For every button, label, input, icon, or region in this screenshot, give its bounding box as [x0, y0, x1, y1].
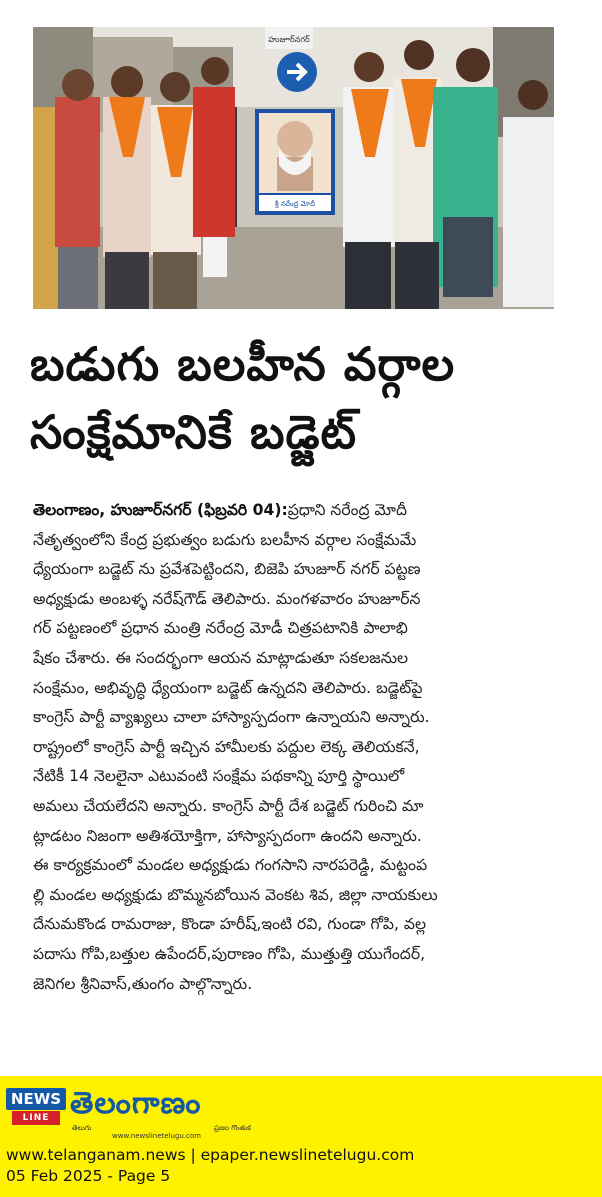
article-line: పదాసు గోపి,బత్తుల ఉపేందర్,పురాణం గోపి, ముత్తుత్తి యుగేందర్,: [33, 944, 426, 963]
article-line: [33, 496, 556, 526]
sign-text: హుజూర్‌నగర్: [268, 35, 310, 44]
logo-small-text: తెలుగు: [72, 1124, 92, 1132]
article-body: [33, 496, 556, 999]
article-line-text: ప్రధాని నరేంద్ర మోదీ: [287, 501, 407, 519]
dateline: తెలంగాణం, హుజూర్‌నగర్ (ఫిబ్రవరి 04):: [33, 501, 288, 519]
article-line: ధ్యేయంగా బడ్జెట్ ను ప్రవేశపెట్టిందని, బిజెపి హుజూర్ నగర్ పట్టణ: [33, 560, 421, 579]
footer-banner: [0, 1076, 602, 1197]
article-line: అమలు చేయలేదని అన్నారు. కాంగ్రెస్ పార్టీ దేశ బడ్జెట్ గురించి మా: [33, 796, 424, 815]
article-line: షేకం చేశారు. ఈ సందర్భంగా ఆయన మాట్లాడుతూ సకలజనుల: [33, 648, 409, 667]
article-line: నేటికీ 14 నెలలైనా ఎటువంటి సంక్షేమ పథకాన్ని పూర్తి స్థాయిలో: [33, 767, 405, 786]
headline-line-2: సంక్షేమానికే బడ్జెట్: [30, 405, 358, 459]
logo-news-text: NEWS: [6, 1088, 66, 1110]
logo-url: www.newslinetelugu.com: [112, 1132, 201, 1140]
newsline-logo[interactable]: [6, 1088, 68, 1128]
article-line: రాష్ట్రంలో కాంగ్రెస్ పార్టీ ఇచ్చిన హామీలకు పద్దుల లెక్క తెలియకనే,: [33, 737, 420, 756]
article-line: ట్లాడటం నిజంగా అతిశయోక్తిగా, హాస్యాస్పదంగా ఉందని అన్నారు.: [33, 826, 422, 845]
article-line: అధ్యక్షుడు అంబళ్ళ నరేష్‌గౌడ్ తెలిపారు. మంగళవారం హుజూర్‌న: [33, 589, 421, 608]
article-line: కాంగ్రెస్ పార్టీ వ్యాఖ్యలు చాలా హాస్యాస్పదంగా ఉన్నాయని అన్నారు.: [33, 708, 430, 727]
article-line: ల్లి మండల అధ్యక్షుడు బొమ్మనబోయిన వెంకట శివ, జిల్లా నాయకులు: [33, 885, 438, 904]
article-line: గర్ పట్టణంలో ప్రధాన మంత్రి నరేంద్ర మోడీ చిత్రపటానికి పాలాభి: [33, 619, 408, 638]
telanganam-logo-title[interactable]: తెలంగాణం: [70, 1086, 202, 1121]
footer-date-page: 05 Feb 2025 - Page 5: [6, 1167, 171, 1185]
photo-illustration: [33, 27, 554, 309]
article-line: నేతృత్వంలోని కేంద్ర ప్రభుత్వం బడుగు బలహీన వర్గాల సంక్షేమమే: [33, 530, 417, 549]
article-line: జెనిగల శ్రీనివాస్,తుంగం పాల్గొన్నారు.: [33, 974, 253, 993]
logo-tagline: ప్రజల గొంతుక: [214, 1124, 251, 1132]
article-line: దేనుమకొండ రామరాజు, కొండా హరీష్,ఇంటి రవి, గుండా గోపి, వల్ల: [33, 915, 427, 934]
article-line: ఈ కార్యక్రమంలో మండల అధ్యక్షుడు గంగసాని నారపరెడ్డి, మట్టంప: [33, 856, 428, 875]
poster-caption: శ్రీ నరేంద్ర మోదీ: [274, 200, 316, 208]
footer-websites[interactable]: www.telanganam.news | epaper.newslinetelugu.com: [6, 1146, 415, 1164]
headline: [30, 330, 570, 466]
headline-line-1: బడుగు బలహీన వర్గాల: [30, 337, 456, 391]
article-line: సంక్షేమం, అభివృద్ధి ధ్యేయంగా బడ్జెట్ ఉన్నదని తెలిపారు. బడ్జెట్‌పై: [33, 678, 423, 697]
news-photo: [33, 27, 554, 309]
logo-line-text: LINE: [12, 1111, 60, 1125]
